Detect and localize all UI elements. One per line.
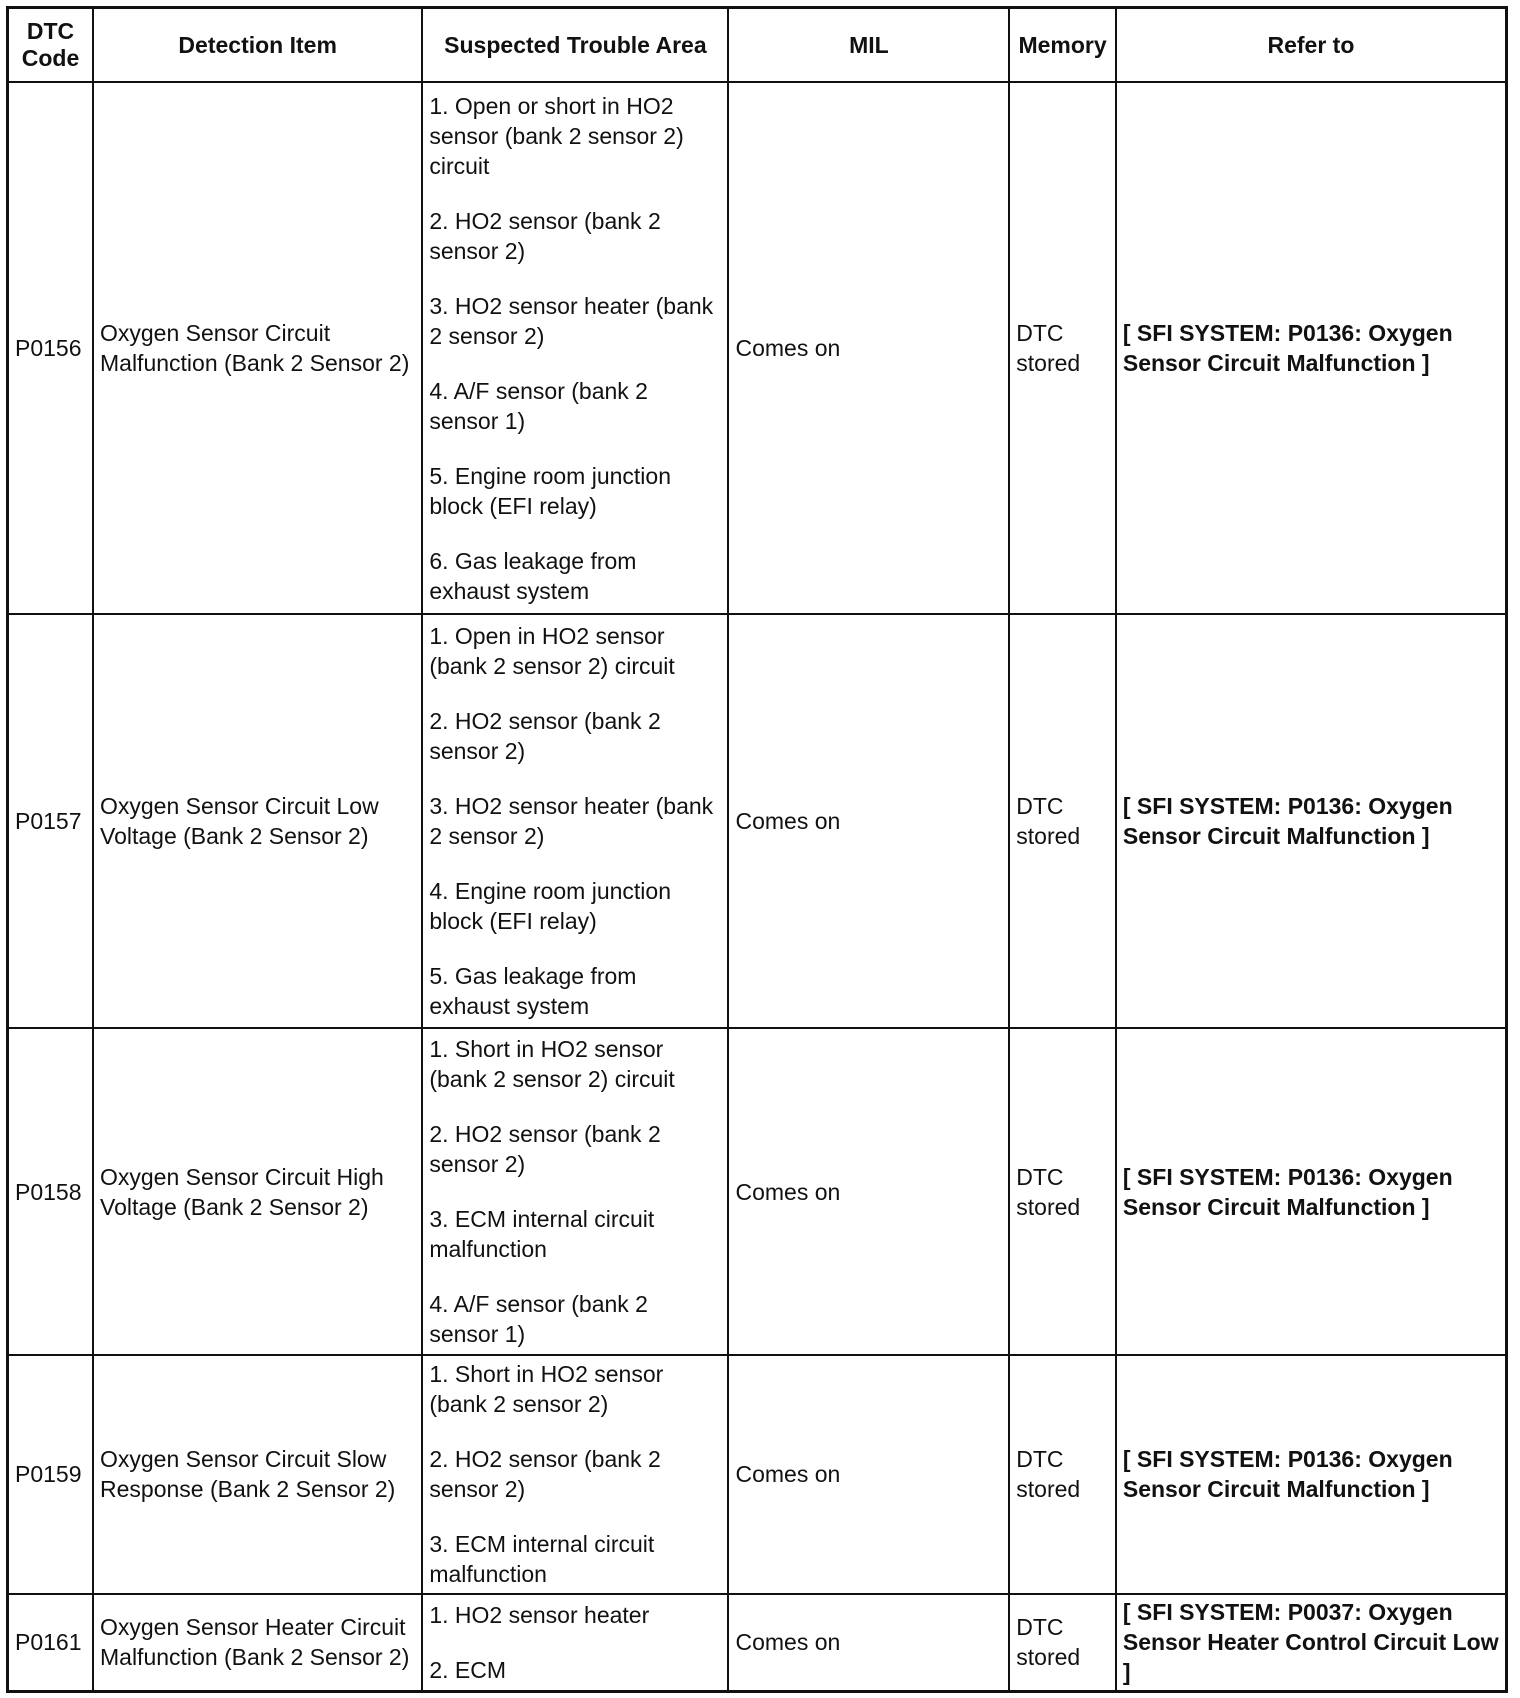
- suspected-area-cell: [422, 82, 728, 614]
- list-item: 1. Short in HO2 sensor (bank 2 sensor 2): [429, 1361, 664, 1418]
- list-item: 4. A/F sensor (bank 2 sensor 1): [429, 377, 648, 434]
- refer-to-cell[interactable]: [ SFI SYSTEM: P0136: Oxygen Sensor Circuit Malfunction ]: [1116, 614, 1507, 1028]
- table-row: [8, 1355, 1507, 1594]
- suspected-area-list: [429, 621, 721, 1021]
- detection-item-cell: Oxygen Sensor Heater Circuit Malfunction (Bank 2 Sensor 2): [93, 1594, 422, 1692]
- suspected-area-list: [429, 1359, 721, 1589]
- detection-item-cell: Oxygen Sensor Circuit Malfunction (Bank 2 Sensor 2): [93, 82, 422, 614]
- dtc-code-cell: P0156: [8, 82, 94, 614]
- refer-to-cell[interactable]: [ SFI SYSTEM: P0136: Oxygen Sensor Circuit Malfunction ]: [1116, 1028, 1507, 1354]
- list-item: 1. HO2 sensor heater: [429, 1601, 650, 1628]
- memory-line1: DTC: [1016, 1614, 1064, 1641]
- list-item: 1. Open or short in HO2 sensor (bank 2 sensor 2) circuit: [429, 92, 684, 179]
- dtc-code-cell: P0161: [8, 1594, 94, 1692]
- memory-cell: [1009, 1594, 1116, 1692]
- list-item: 3. HO2 sensor heater (bank 2 sensor 2): [429, 292, 714, 349]
- list-item: 2. HO2 sensor (bank 2 sensor 2): [429, 1446, 661, 1503]
- table-row: [8, 82, 1507, 614]
- table-row: [8, 614, 1507, 1028]
- memory-line1: DTC: [1016, 1446, 1064, 1473]
- suspected-area-cell: [422, 1028, 728, 1354]
- memory-cell: [1009, 614, 1116, 1028]
- memory-line2: stored: [1016, 350, 1081, 377]
- table-row: [8, 1594, 1507, 1692]
- dtc-code-cell: P0157: [8, 614, 94, 1028]
- list-item: 3. ECM internal circuit malfunction: [429, 1531, 655, 1588]
- memory-line1: DTC: [1016, 793, 1064, 820]
- refer-to-cell[interactable]: [ SFI SYSTEM: P0136: Oxygen Sensor Circuit Malfunction ]: [1116, 1355, 1507, 1594]
- list-item: 1. Short in HO2 sensor (bank 2 sensor 2) circuit: [429, 1036, 675, 1093]
- memory-line2: stored: [1016, 1193, 1081, 1220]
- header-memory: Memory: [1009, 8, 1116, 83]
- list-item: 2. ECM: [429, 1656, 507, 1683]
- list-item: 2. HO2 sensor (bank 2 sensor 2): [429, 708, 661, 765]
- memory-cell: [1009, 82, 1116, 614]
- mil-cell: Comes on: [728, 614, 1009, 1028]
- memory-line1: DTC: [1016, 1163, 1064, 1190]
- refer-to-cell[interactable]: [ SFI SYSTEM: P0136: Oxygen Sensor Circuit Malfunction ]: [1116, 82, 1507, 614]
- list-item: 3. ECM internal circuit malfunction: [429, 1206, 655, 1263]
- dtc-code-cell: P0158: [8, 1028, 94, 1354]
- dtc-code-cell: P0159: [8, 1355, 94, 1594]
- refer-to-cell[interactable]: [ SFI SYSTEM: P0037: Oxygen Sensor Heater Control Circuit Low ]: [1116, 1594, 1507, 1692]
- list-item: 4. Engine room junction block (EFI relay): [429, 878, 671, 935]
- header-mil: MIL: [728, 8, 1009, 83]
- mil-cell: Comes on: [728, 1355, 1009, 1594]
- dtc-table: [6, 6, 1508, 1693]
- header-suspected-trouble-area: Suspected Trouble Area: [422, 8, 728, 83]
- detection-item-cell: Oxygen Sensor Circuit High Voltage (Bank 2 Sensor 2): [93, 1028, 422, 1354]
- list-item: 6. Gas leakage from exhaust system: [429, 547, 637, 604]
- suspected-area-cell: [422, 1594, 728, 1692]
- mil-cell: Comes on: [728, 82, 1009, 614]
- list-item: 5. Engine room junction block (EFI relay): [429, 462, 671, 519]
- detection-item-cell: Oxygen Sensor Circuit Low Voltage (Bank 2 Sensor 2): [93, 614, 422, 1028]
- suspected-area-list: [429, 91, 721, 606]
- header-dtc-code: [8, 8, 94, 83]
- suspected-area-cell: [422, 614, 728, 1028]
- detection-item-cell: Oxygen Sensor Circuit Slow Response (Bank 2 Sensor 2): [93, 1355, 422, 1594]
- list-item: 4. A/F sensor (bank 2 sensor 1): [429, 1291, 648, 1348]
- memory-line2: stored: [1016, 1644, 1081, 1671]
- list-item: 3. HO2 sensor heater (bank 2 sensor 2): [429, 793, 714, 850]
- suspected-area-list: [429, 1034, 721, 1349]
- list-item: 2. HO2 sensor (bank 2 sensor 2): [429, 207, 661, 264]
- suspected-area-list: [429, 1600, 721, 1685]
- memory-line1: DTC: [1016, 320, 1064, 347]
- suspected-area-cell: [422, 1355, 728, 1594]
- header-refer-to: Refer to: [1116, 8, 1507, 83]
- mil-cell: Comes on: [728, 1594, 1009, 1692]
- list-item: 5. Gas leakage from exhaust system: [429, 963, 637, 1020]
- mil-cell: Comes on: [728, 1028, 1009, 1354]
- list-item: 2. HO2 sensor (bank 2 sensor 2): [429, 1121, 661, 1178]
- header-dtc-code-line1: DTC: [26, 18, 75, 44]
- header-detection-item: Detection Item: [93, 8, 422, 83]
- list-item: 1. Open in HO2 sensor (bank 2 sensor 2) circuit: [429, 623, 675, 680]
- memory-cell: [1009, 1028, 1116, 1354]
- header-dtc-code-line2: Code: [21, 45, 80, 71]
- header-row: [8, 8, 1507, 83]
- table-row: [8, 1028, 1507, 1354]
- memory-line2: stored: [1016, 1476, 1081, 1503]
- memory-cell: [1009, 1355, 1116, 1594]
- memory-line2: stored: [1016, 823, 1081, 850]
